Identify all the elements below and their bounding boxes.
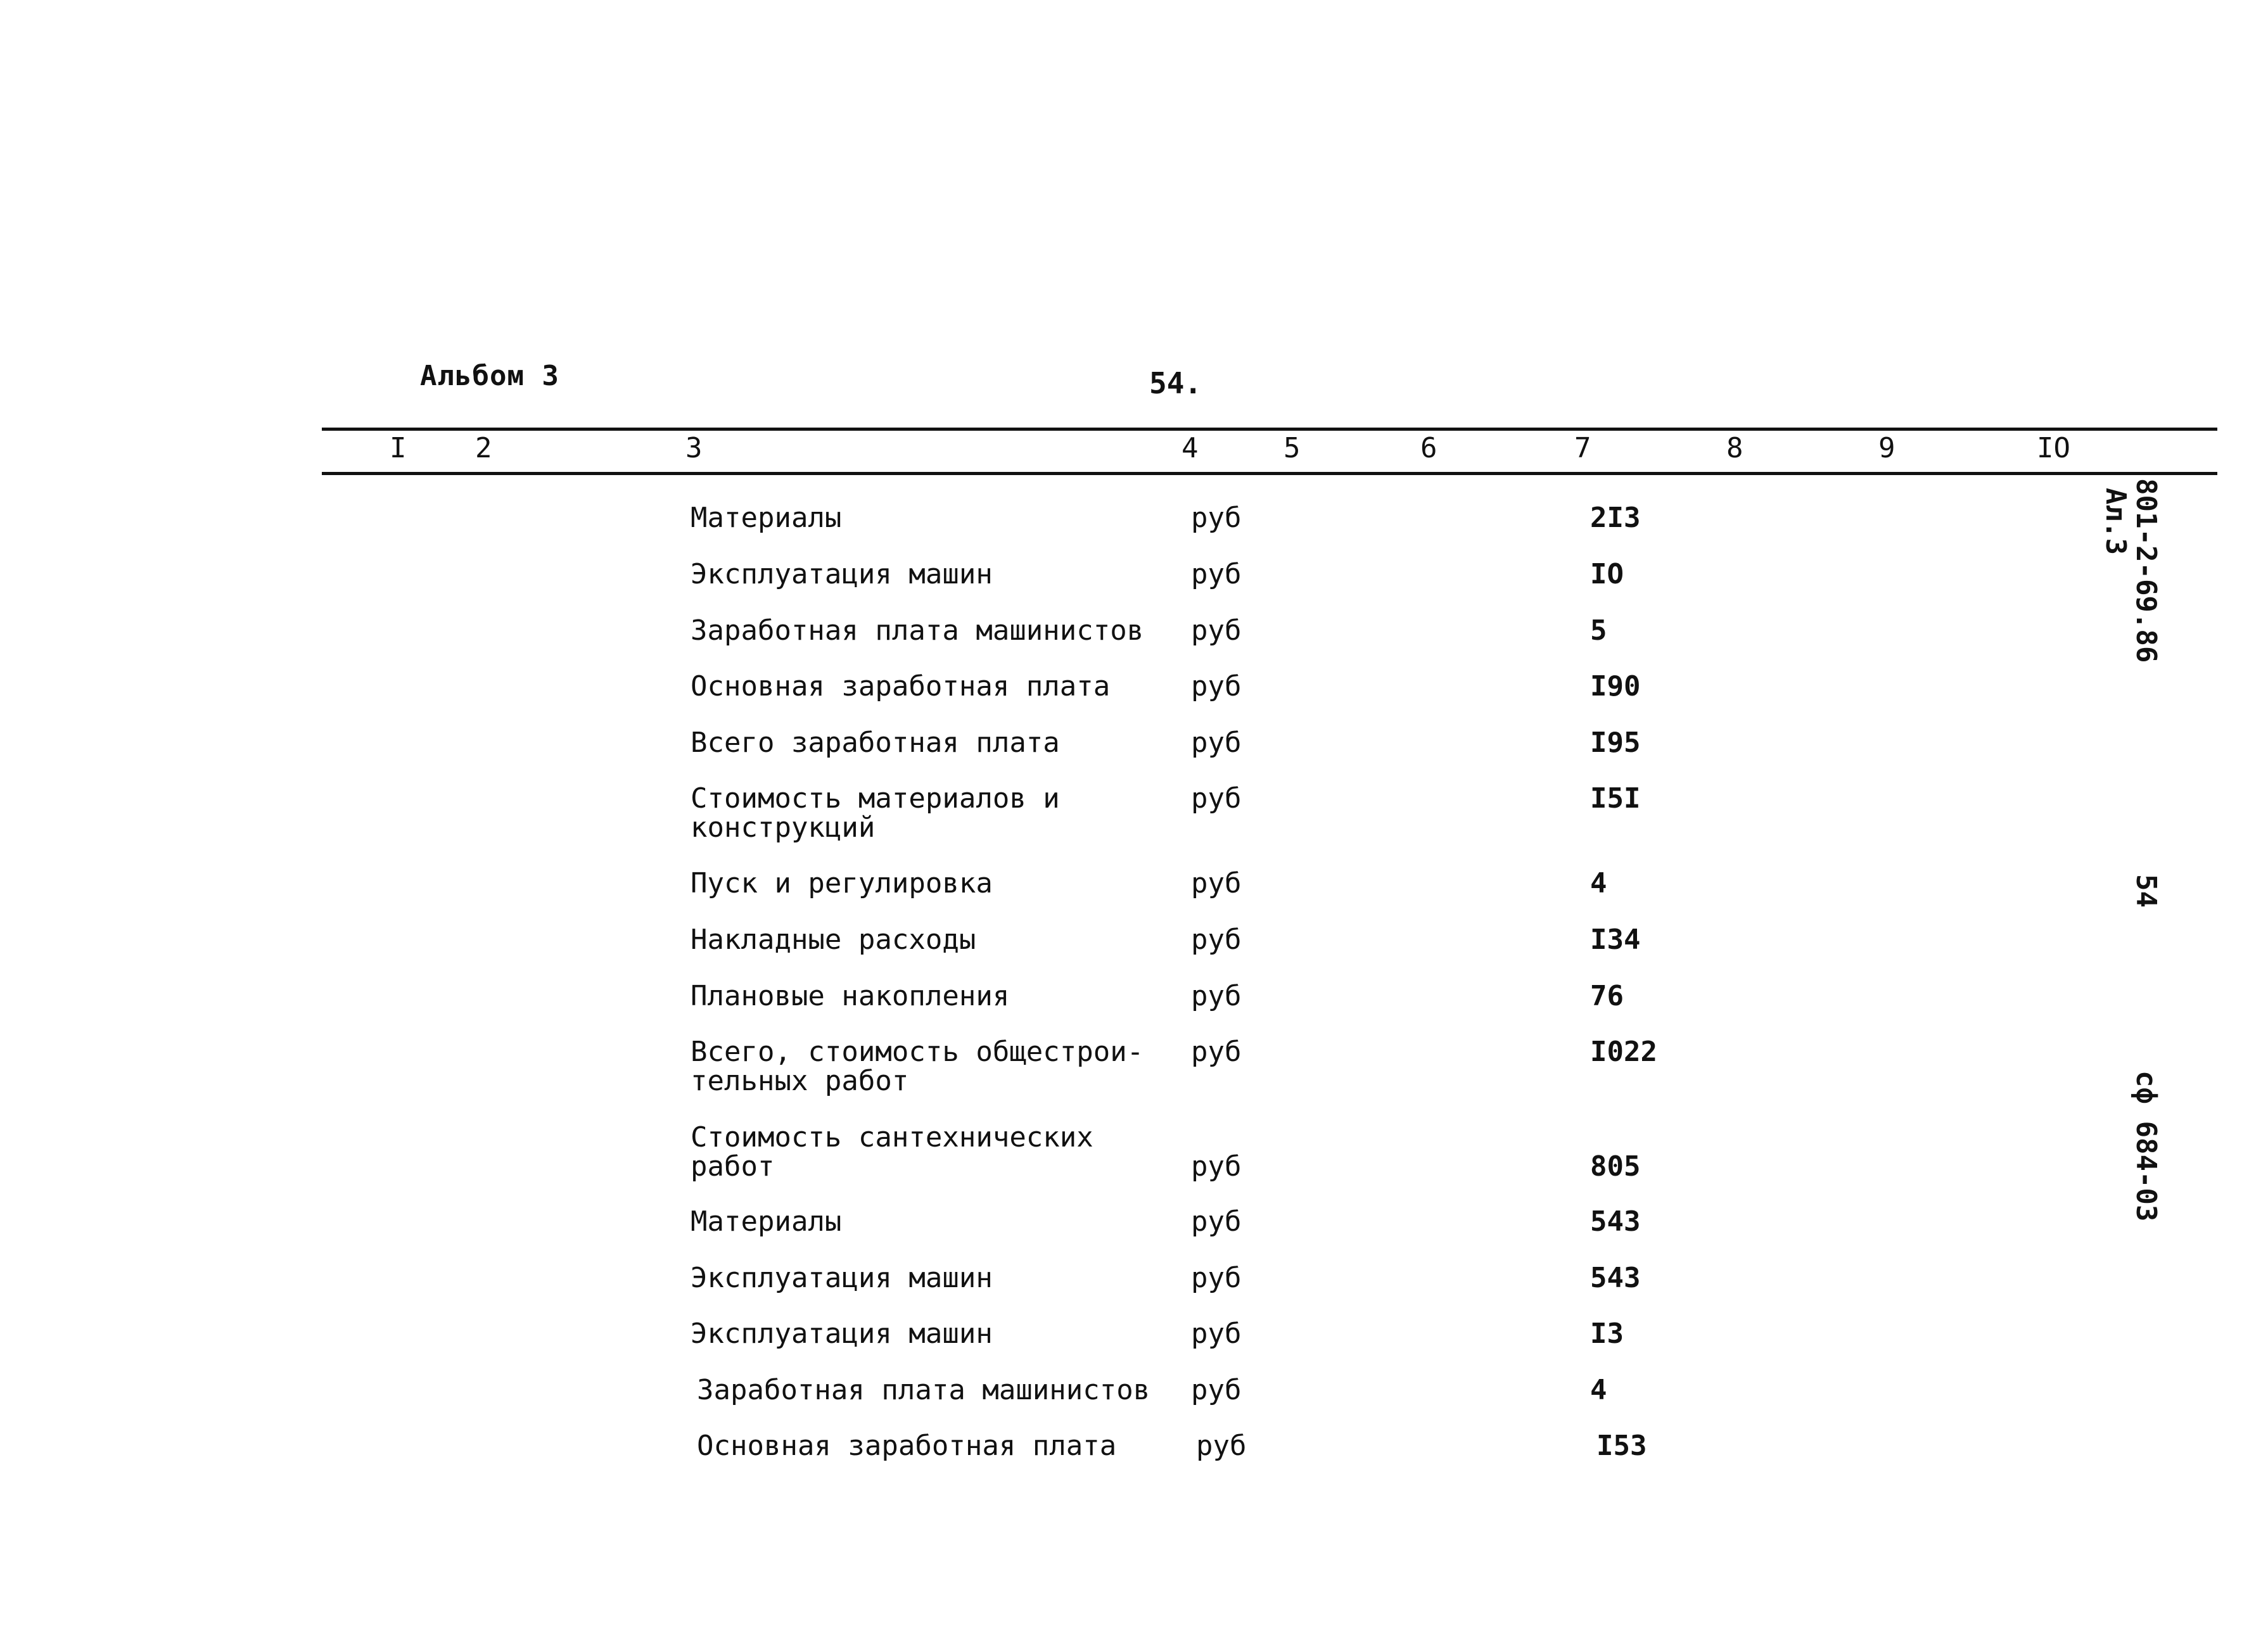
row-name: Заработная плата машинистов xyxy=(697,1374,1150,1406)
table-row xyxy=(0,1264,2268,1314)
table-row xyxy=(0,1432,2268,1482)
column-number-10: IO xyxy=(2037,432,2070,464)
column-number-4: 4 xyxy=(1182,432,1199,464)
document-code: 801-2-69.86 xyxy=(2130,478,2162,663)
column-number-3: 3 xyxy=(685,432,703,464)
table-row xyxy=(0,560,2268,611)
table-row xyxy=(0,1207,2268,1258)
row-value: I022 xyxy=(1590,1036,1657,1068)
row-value: 805 xyxy=(1590,1150,1641,1183)
table-row xyxy=(0,1376,2268,1426)
column-number-9: 9 xyxy=(1878,432,1895,464)
row-name: Основная заработная плата xyxy=(697,1430,1117,1462)
side-page-stamp xyxy=(2131,874,2160,908)
row-unit: руб xyxy=(1191,867,1242,899)
side-page-number: 54 xyxy=(2130,874,2162,908)
row-value: 543 xyxy=(1590,1205,1641,1238)
row-unit: руб xyxy=(1191,1262,1242,1294)
row-name: Эксплуатация машин xyxy=(691,558,993,590)
row-unit: руб xyxy=(1191,1205,1242,1238)
table-row xyxy=(0,504,2268,554)
table-row xyxy=(0,728,2268,779)
row-unit: руб xyxy=(1191,1318,1242,1350)
row-name: Эксплуатация машин xyxy=(691,1262,993,1294)
row-unit: руб xyxy=(1191,670,1242,702)
row-name: Стоимость сантехнических работ xyxy=(691,1121,1093,1183)
row-value: 543 xyxy=(1590,1262,1641,1294)
table-row xyxy=(0,1036,2268,1097)
column-number-7: 7 xyxy=(1574,432,1591,464)
column-number-6: 6 xyxy=(1420,432,1437,464)
table-row xyxy=(0,869,2268,920)
row-name: Стоимость материалов и конструкций xyxy=(691,782,1060,844)
row-value: 2I3 xyxy=(1590,502,1641,534)
column-number-8: 8 xyxy=(1726,432,1743,464)
table-row xyxy=(0,1319,2268,1370)
table-row xyxy=(0,982,2268,1033)
row-unit: руб xyxy=(1191,502,1242,534)
album-ref: Ал.3 xyxy=(2099,488,2132,555)
row-value: I34 xyxy=(1590,924,1641,956)
row-unit: руб xyxy=(1191,614,1242,647)
row-name: Заработная плата машинистов xyxy=(691,614,1144,647)
page-number: 54. xyxy=(1149,366,1202,400)
row-value: 4 xyxy=(1590,867,1607,899)
row-unit: руб xyxy=(1196,1430,1247,1462)
row-unit: руб xyxy=(1191,1036,1242,1068)
column-number-1: I xyxy=(390,432,407,464)
row-value: I3 xyxy=(1590,1318,1624,1350)
row-unit: руб xyxy=(1191,924,1242,956)
table-row xyxy=(0,1121,2268,1183)
row-name: Пуск и регулировка xyxy=(691,867,993,899)
header-bottom-rule xyxy=(322,472,2217,475)
row-value: IO xyxy=(1590,558,1624,590)
document-code-stamp xyxy=(2131,478,2160,663)
row-name: Накладные расходы xyxy=(691,924,976,956)
side-ref-stamp xyxy=(2131,1071,2160,1221)
row-unit: руб xyxy=(1191,980,1242,1012)
row-value: 5 xyxy=(1590,614,1607,647)
album-title: Альбом 3 xyxy=(420,360,559,392)
row-name: Основная заработная плата xyxy=(691,670,1111,702)
column-number-5: 5 xyxy=(1284,432,1301,464)
table-row xyxy=(0,616,2268,667)
row-unit: руб xyxy=(1191,1374,1242,1406)
header-top-rule xyxy=(322,428,2217,431)
row-unit: руб xyxy=(1191,782,1242,815)
row-unit: руб xyxy=(1191,558,1242,590)
row-value: 4 xyxy=(1590,1374,1607,1406)
row-value: I90 xyxy=(1590,670,1641,702)
row-name: Материалы xyxy=(691,502,842,534)
row-unit: руб xyxy=(1191,1150,1242,1183)
row-value: I53 xyxy=(1596,1430,1647,1462)
row-value: I95 xyxy=(1590,727,1641,759)
row-value: 76 xyxy=(1590,980,1624,1012)
row-value: I5I xyxy=(1590,782,1641,815)
row-name: Всего, стоимость общестрои- тельных работ xyxy=(691,1036,1144,1097)
row-name: Материалы xyxy=(691,1205,842,1238)
side-reference: сф 684-03 xyxy=(2130,1071,2162,1222)
table-row xyxy=(0,782,2268,844)
row-name: Плановые накопления xyxy=(691,980,1010,1012)
row-name: Эксплуатация машин xyxy=(691,1318,993,1350)
table-row xyxy=(0,925,2268,976)
column-number-2: 2 xyxy=(475,432,492,464)
table-row xyxy=(0,672,2268,723)
album-ref-stamp xyxy=(2101,488,2130,555)
row-name: Всего заработная плата xyxy=(691,727,1060,759)
row-unit: руб xyxy=(1191,727,1242,759)
